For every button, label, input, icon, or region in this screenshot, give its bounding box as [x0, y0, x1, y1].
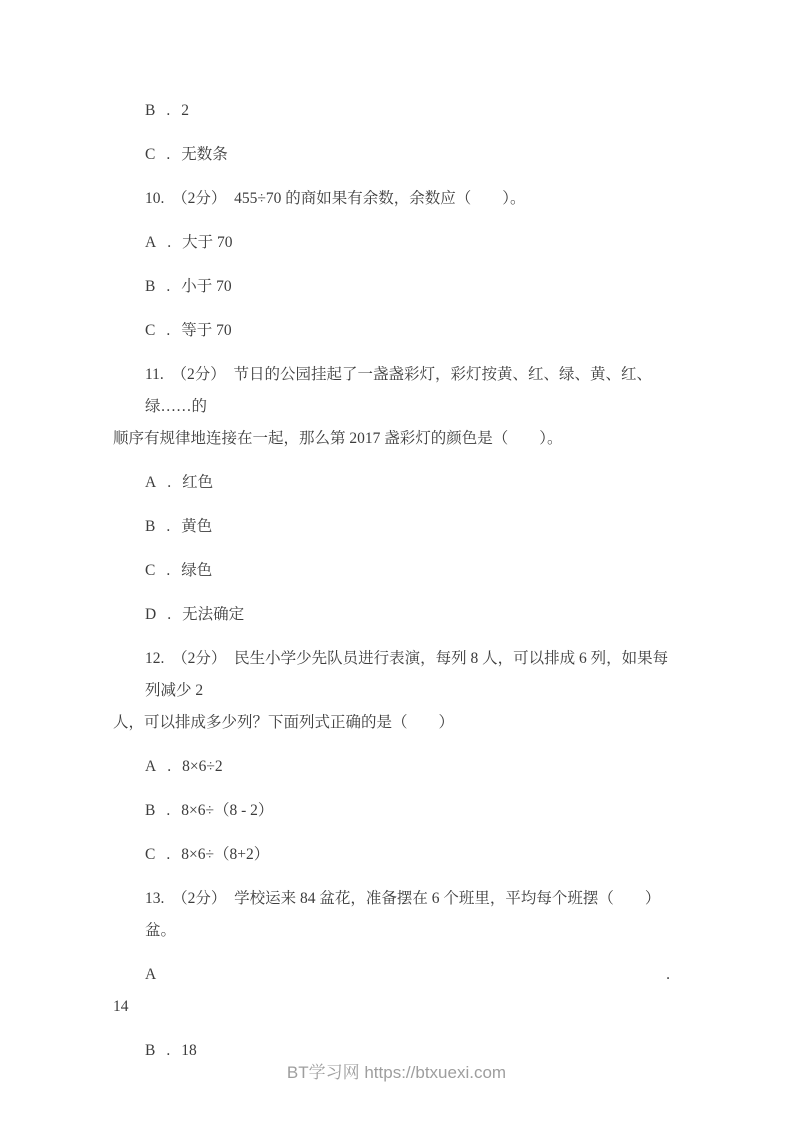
option-label: A — [145, 966, 157, 983]
option-separator: . — [166, 562, 171, 579]
option-text: 红色 — [182, 474, 214, 491]
question-11-text-line2: 顺序有规律地连接在一起，那么第 2017 盏彩灯的颜色是（ ）。 — [113, 430, 563, 447]
option-separator: . — [167, 474, 172, 491]
option-separator: . — [166, 846, 171, 863]
q11-option-b — [113, 511, 680, 543]
option-label: B — [145, 1042, 156, 1059]
option-text: 8×6÷2 — [182, 758, 223, 775]
option-separator: . — [166, 146, 171, 163]
option-label: D — [145, 606, 157, 623]
option-label: C — [145, 146, 156, 163]
option-label: B — [145, 518, 156, 535]
q9-option-c — [113, 139, 680, 171]
question-12 — [113, 643, 680, 739]
option-text: 小于 70 — [181, 278, 232, 295]
option-label: B — [145, 102, 156, 119]
exam-content — [113, 95, 680, 1079]
option-text: 无数条 — [181, 146, 228, 163]
q13-option-a-first-line — [113, 959, 680, 991]
question-12-text-line2: 人，可以排成多少列？下面列式正确的是（ ） — [113, 714, 455, 731]
option-separator: . — [166, 518, 171, 535]
question-12-text-line1: 12. （2分） 民生小学少先队员进行表演，每列 8 人，可以排成 6 列，如果每列减少 2 — [145, 650, 669, 699]
question-13 — [113, 883, 680, 947]
question-11-text-line1: 11. （2分） 节日的公园挂起了一盏盏彩灯，彩灯按黄、红、绿、黄、红、绿……的 — [145, 366, 653, 415]
q12-option-b — [113, 795, 680, 827]
option-text: 14 — [113, 998, 129, 1015]
option-text: 黄色 — [181, 518, 213, 535]
q11-option-c — [113, 555, 680, 587]
q11-option-d — [113, 599, 680, 631]
option-text: 无法确定 — [182, 606, 245, 623]
option-separator: . — [166, 322, 171, 339]
option-label: C — [145, 562, 156, 579]
option-text: 8×6÷（8+2） — [181, 846, 270, 863]
option-separator: . — [166, 278, 171, 295]
option-separator: . — [166, 1042, 171, 1059]
option-label: A — [145, 758, 157, 775]
option-text: 8×6÷（8 - 2） — [181, 802, 274, 819]
q12-option-a — [113, 751, 680, 783]
option-label: B — [145, 802, 156, 819]
option-separator: . — [166, 802, 171, 819]
option-separator: . — [167, 234, 172, 251]
option-separator: . — [167, 758, 172, 775]
option-separator: . — [167, 606, 172, 623]
option-label: A — [145, 234, 157, 251]
option-text: 大于 70 — [182, 234, 233, 251]
option-label: A — [145, 474, 157, 491]
question-10-text: 10. （2分） 455÷70 的商如果有余数，余数应（ ）。 — [145, 190, 526, 207]
option-separator: . — [166, 102, 171, 119]
question-10 — [113, 183, 680, 215]
option-text: 18 — [181, 1042, 197, 1059]
option-text: 绿色 — [181, 562, 213, 579]
option-label: C — [145, 846, 156, 863]
option-text: 2 — [181, 102, 189, 119]
q13-option-a-wrapped — [113, 959, 680, 1023]
question-13-text: 13. （2分） 学校运来 84 盆花，准备摆在 6 个班里，平均每个班摆（ ）盆。 — [145, 890, 661, 939]
option-label: C — [145, 322, 156, 339]
option-label: B — [145, 278, 156, 295]
q10-option-b — [113, 271, 680, 303]
q10-option-a — [113, 227, 680, 259]
q10-option-c — [113, 315, 680, 347]
q11-option-a — [113, 467, 680, 499]
question-11 — [113, 359, 680, 455]
option-text: 等于 70 — [181, 322, 232, 339]
q9-option-b — [113, 95, 680, 127]
option-separator: . — [666, 966, 670, 983]
q12-option-c — [113, 839, 680, 871]
site-watermark: BT学习网 https://btxuexi.com — [286, 1063, 507, 1082]
